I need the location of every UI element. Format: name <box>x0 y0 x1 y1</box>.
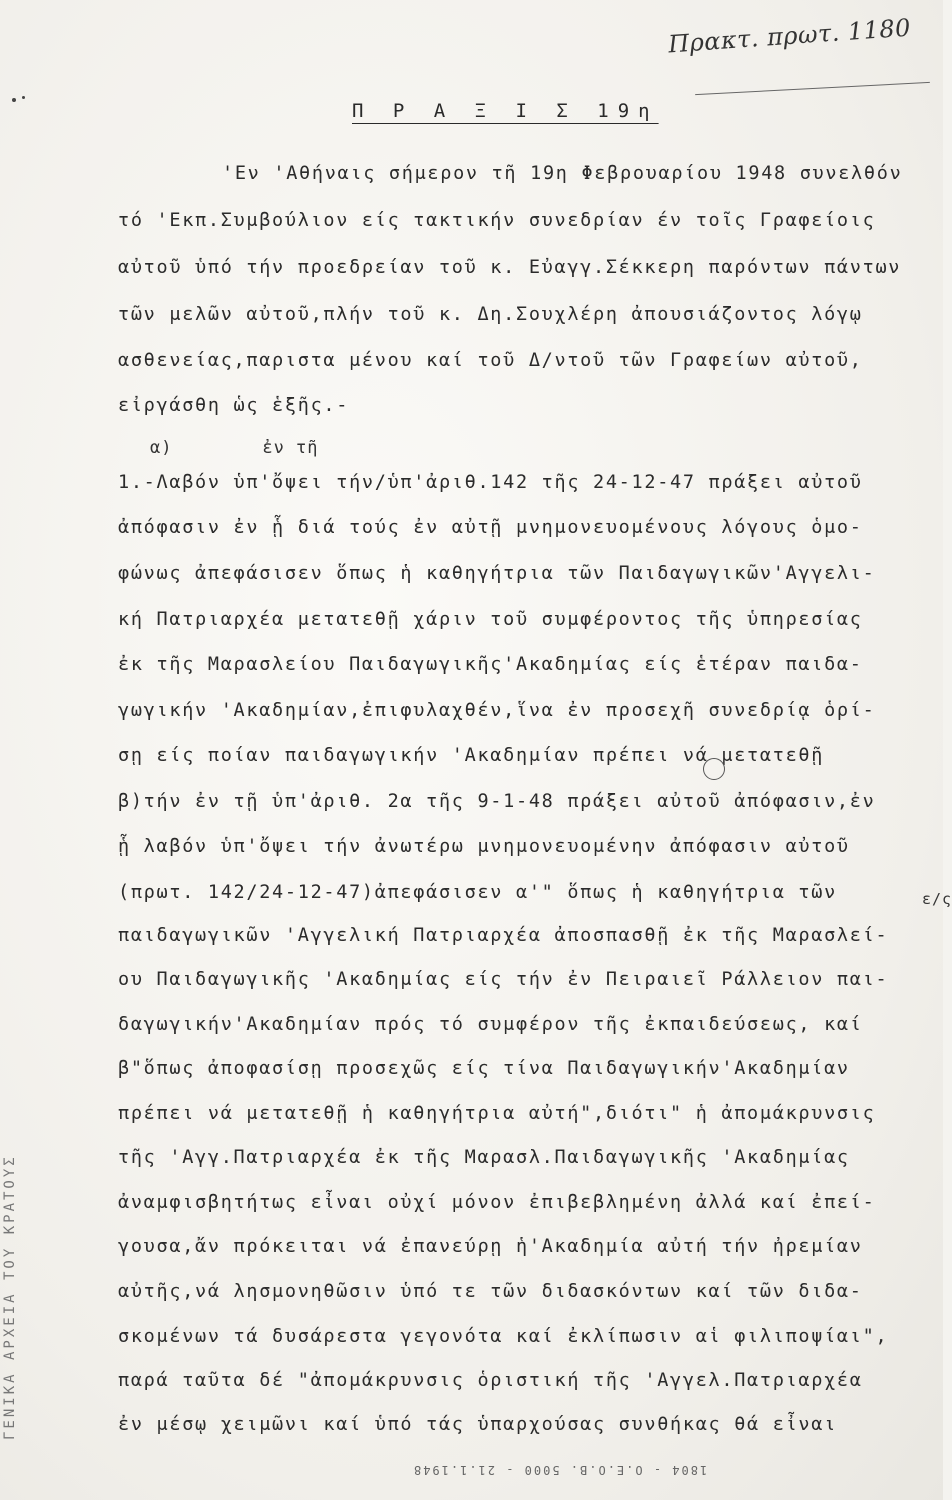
printer-footer: 1804 - Ο.Ε.Ο.Β. 5000 - 21.1.1948 <box>412 1463 708 1477</box>
text-line: 'Εν 'Αθήναις σήμερον τῆ 19η Φεβρουαρίου 1948 συνελθόν <box>222 163 903 184</box>
text-line: ασθενείας,παριστα μένου καί τοῦ Δ/ντοῦ τῶν Γραφείων αὐτοῦ, <box>118 350 863 371</box>
text-line: γωγικήν 'Ακαδημίαν,ἐπιφυλαχθέν,ἵνα ἐν προσεχῆ συνεδρίᾳ ὁρί- <box>118 700 876 721</box>
text-line: αὐτῆς,νά λησμονηθῶσιν ὑπό τε τῶν διδασκόντων καί τῶν διδα- <box>118 1281 863 1302</box>
handwritten-reference-note: Πρακτ. πρωτ. 1180 <box>667 13 912 59</box>
text-line: ἐν μέσῳ χειμῶνι καί ὑπό τάς ὑπαρχούσας συνθήκας θά εἶναι <box>118 1414 837 1435</box>
text-line: φώνως ἀπεφάσισεν ὅπως ἡ καθηγήτρια τῶν Παιδαγωγικῶν'Αγγελι- <box>118 563 876 584</box>
margin-mark: ε/ς <box>922 890 952 908</box>
text-line: κή Πατριαρχέα μετατεθῇ χάριν τοῦ συμφέροντος τῆς ὑπηρεσίας <box>118 609 863 630</box>
text-line: ἀναμφισβητήτως εἶναι οὐχί μόνον ἐπιβεβλημένη ἀλλά καί ἐπεί- <box>118 1192 876 1213</box>
text-line: 1.-Λαβόν ὑπ'ὄψει τήν/ὑπ'ἀριθ.142 τῆς 24-12-47 πράξει αὐτοῦ <box>118 472 863 493</box>
handwritten-circle-mark <box>703 758 725 780</box>
text-line: πρέπει νά μετατεθῇ ἡ καθηγήτρια αὐτή",διότι" ἡ ἀπομάκρυνσις <box>118 1103 876 1124</box>
margin-dot <box>22 96 25 99</box>
text-line: τῶν μελῶν αὐτοῦ,πλήν τοῦ κ. Δη.Σουχλέρη ἀπουσιάζοντος λόγῳ <box>118 304 863 325</box>
text-line: τῆς 'Αγγ.Πατριαρχέα ἐκ τῆς Μαρασλ.Παιδαγωγικῆς 'Ακαδημίας <box>118 1147 850 1168</box>
text-line: αὐτοῦ ὑπό τήν προεδρείαν τοῦ κ. Εὐαγγ.Σέκκερη παρόντων πάντων <box>118 257 902 278</box>
text-line: ἀπόφασιν ἐν ᾗ διά τούς ἐν αὐτῇ μνημονευομένους λόγους ὁμο- <box>118 517 863 538</box>
text-line: (πρωτ. 142/24-12-47)ἀπεφάσισεν α'" ὅπως ἡ καθηγήτρια τῶν <box>118 882 837 903</box>
text-line: ἐκ τῆς Μαρασλείου Παιδαγωγικῆς'Ακαδημίας είς ἑτέραν παιδα- <box>118 654 863 675</box>
archive-side-stamp: ΓΕΝΙΚΑ ΑΡΧΕΙΑ ΤΟΥ ΚΡΑΤΟΥΣ <box>2 1154 18 1440</box>
document-title: Π Ρ Α Ξ Ι Σ 19η <box>352 100 659 122</box>
text-line: ᾗ λαβόν ὑπ'ὄψει τήν ἀνωτέρω μνημονευομένην ἀπόφασιν αὐτοῦ <box>118 836 850 857</box>
text-line: σκομένων τά δυσάρεστα γεγονότα καί ἐκλίπωσιν αἱ φιλιποψίαι", <box>118 1326 889 1347</box>
text-line: τό 'Εκπ.Συμβούλιον είς τακτικήν συνεδρίαν έν τοῖς Γραφείοις <box>118 210 876 231</box>
text-line: ου Παιδαγωγικῆς 'Ακαδημίας είς τήν ἐν Πειραιεῖ Ράλλειον παι- <box>118 969 889 990</box>
text-line: παρά ταῦτα δέ "ἀπομάκρυνσις ὁριστική τῆς 'Αγγελ.Πατριαρχέα <box>118 1370 863 1391</box>
handwritten-insertion: α) ἐν τῆ <box>150 438 319 458</box>
text-line: δαγωγικήν'Ακαδημίαν πρός τό συμφέρον τῆς ἐκπαιδεύσεως, καί <box>118 1014 863 1035</box>
handwritten-underline <box>695 82 930 95</box>
text-line: γουσα,ἄν πρόκειται νά ἐπανεύρῃ ἡ'Ακαδημία αὐτή τήν ἠρεμίαν <box>118 1236 863 1257</box>
text-line: β"ὅπως ἀποφασίσῃ προσεχῶς είς τίνα Παιδαγωγικήν'Ακαδημίαν <box>118 1058 850 1079</box>
text-line: β)τήν ἐν τῇ ὑπ'ἀριθ. 2α τῆς 9-1-48 πράξει αὐτοῦ ἀπόφασιν,ἐν <box>118 791 876 812</box>
text-line: παιδαγωγικῶν 'Αγγελική Πατριαρχέα ἀποσπασθῇ ἐκ τῆς Μαρασλεί- <box>118 925 889 946</box>
margin-dot <box>12 98 16 102</box>
text-line: εἰργάσθη ὡς ἑξῆς.- <box>118 395 350 416</box>
text-line: σῃ είς ποίαν παιδαγωγικήν 'Ακαδημίαν πρέπει νά μετατεθῇ <box>118 745 825 766</box>
